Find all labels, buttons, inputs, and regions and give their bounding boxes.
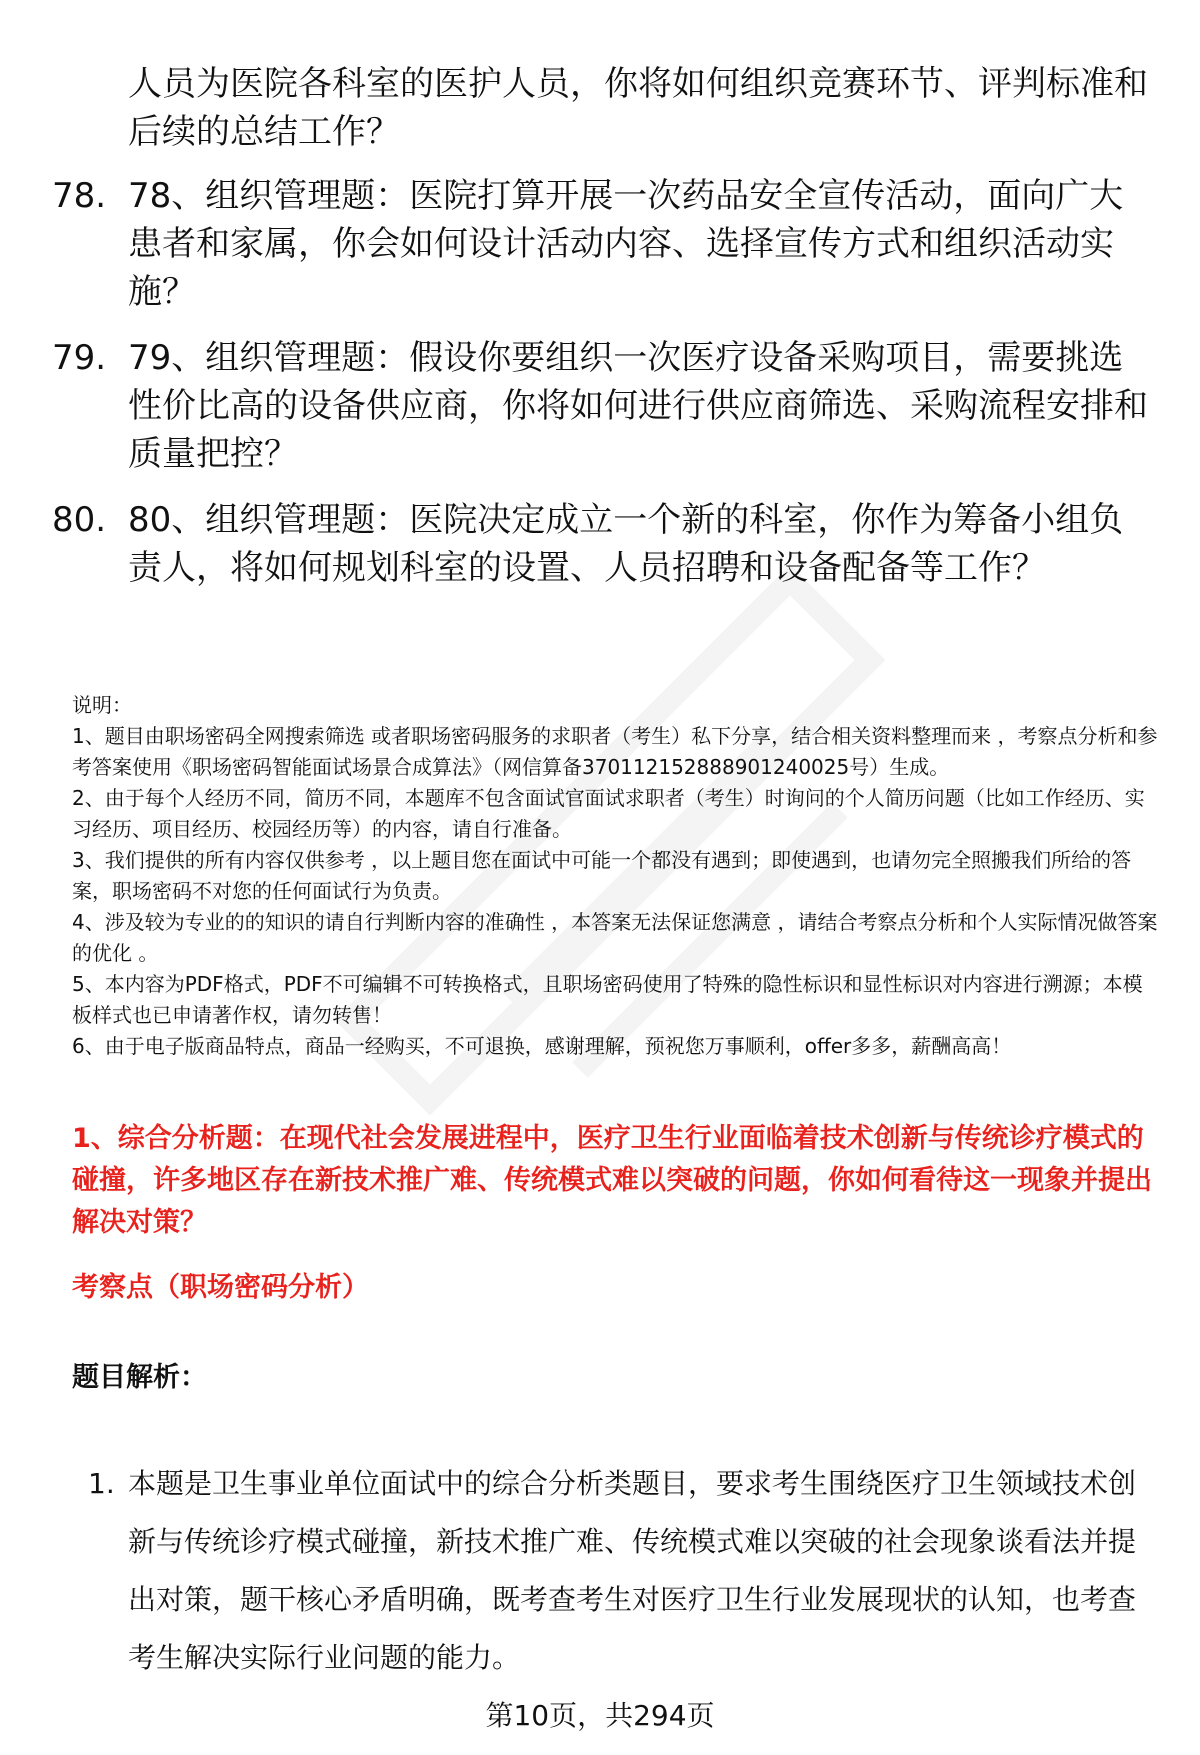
question-text: 78、组织管理题：医院打算开展一次药品安全宣传活动，面向广大患者和家属，你会如何设计活动内容、选择宣传方式和组织活动实施？: [128, 176, 1124, 312]
question-text: 人员为医院各科室的医护人员，你将如何组织竞赛环节、评判标准和后续的总结工作？: [128, 64, 1148, 152]
question-number: 80.: [52, 500, 107, 540]
note-item: 5、本内容为PDF格式，PDF不可编辑不可转换格式，且职场密码使用了特殊的隐性标识和显性标识对内容进行溯源；本模板样式也已申请著作权，请勿转售！: [72, 972, 1143, 1027]
analysis-item-text: 本题是卫生事业单位面试中的综合分析类题目，要求考生围绕医疗卫生领域技术创新与传统诊疗模式碰撞，新技术推广难、传统模式难以突破的社会现象谈看法并提出对策，题干核心矛盾明确，既考查考生对医疗卫生行业发展现状的认知，也考查考生解决实际行业问题的能力。: [128, 1467, 1137, 1674]
question-text: 80、组织管理题：医院决定成立一个新的科室，你作为筹备小组负责人，将如何规划科室的设置、人员招聘和设备配备等工作？: [128, 500, 1124, 588]
analysis-heading: 题目解析：: [72, 1362, 207, 1393]
note-item: 3、我们提供的所有内容仅供参考 ，以上题目您在面试中可能一个都没有遇到；即使遇到，也请勿完全照搬我们所给的答案，职场密码不对您的任何面试行为负责。: [72, 848, 1132, 903]
main-question: 1、综合分析题：在现代社会发展进程中，医疗卫生行业面临着技术创新与传统诊疗模式的碰撞，许多地区存在新技术推广难、传统模式难以突破的问题，你如何看待这一现象并提出解决对策？: [72, 1123, 1152, 1238]
question-number: 78.: [52, 176, 107, 216]
page-footer: 第10页，共294页: [485, 1699, 715, 1732]
exam-point-label: 考察点（职场密码分析）: [72, 1272, 369, 1303]
question-number: 79.: [52, 338, 107, 378]
note-item: 1、题目由职场密码全网搜索筛选 或者职场密码服务的求职者（考生）私下分享，结合相关资料整理而来 ，考察点分析和参考答案使用《职场密码智能面试场景合成算法》（网信算备370112152888901240025号）生成。: [72, 724, 1158, 779]
note-item: 6、由于电子版商品特点，商品一经购买，不可退换，感谢理解，预祝您万事顺利，offer多多，薪酬高高！: [72, 1034, 1012, 1058]
question-text: 79、组织管理题：假设你要组织一次医疗设备采购项目，需要挑选性价比高的设备供应商，你将如何进行供应商筛选、采购流程安排和质量把控？: [128, 338, 1148, 474]
note-item: 2、由于每个人经历不同，简历不同，本题库不包含面试官面试求职者（考生）时询问的个人简历问题（比如工作经历、实习经历、项目经历、校园经历等）的内容，请自行准备。: [72, 786, 1145, 841]
notes-heading: 说明：: [72, 693, 132, 717]
note-item: 4、涉及较为专业的的知识的请自行判断内容的准确性 ，本答案无法保证您满意 ，请结合考察点分析和个人实际情况做答案的优化 。: [72, 910, 1158, 965]
analysis-item-number: 1.: [88, 1467, 115, 1500]
notes-section: [72, 690, 1158, 1062]
